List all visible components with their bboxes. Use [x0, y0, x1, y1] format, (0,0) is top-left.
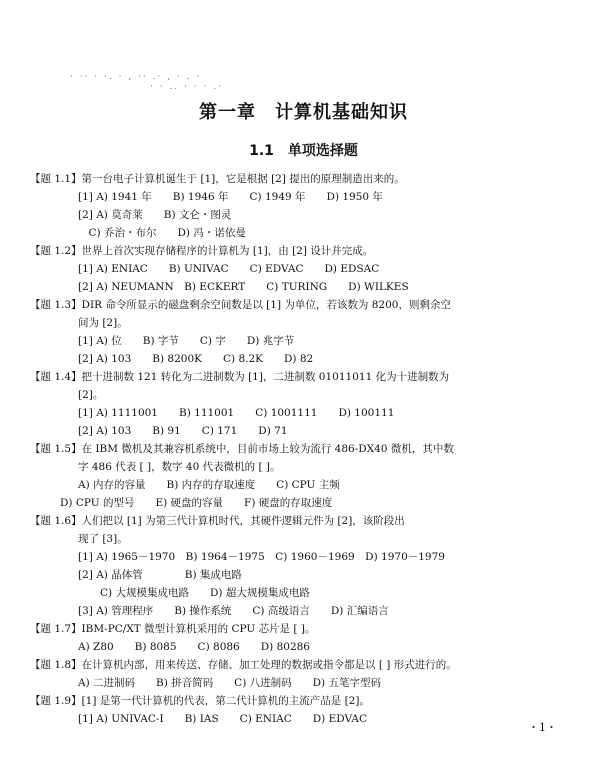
- option-line: [2] A) 莫奇莱 B) 文仑・图灵: [78, 209, 232, 221]
- option-line: [2] A) 晶体管 B) 集成电路: [78, 569, 242, 581]
- scan-noise-top: · ·· · ·. · , ·· .· , · . ·: [70, 72, 202, 82]
- option-line: C) 乔治・布尔 D) 冯・诺依曼: [78, 227, 246, 239]
- question-stem: 【题 1.8】在计算机内部，用来传送、存储、加工处理的数据或指令都是以 [ ] 形式进行的。: [30, 659, 457, 671]
- option-line: [1] A) 位 B) 字节 C) 字 D) 兆字节: [78, 335, 295, 347]
- option-line: [3] A) 管理程序 B) 操作系统 C) 高级语言 D) 汇编语言: [78, 605, 389, 617]
- option-line: [1] A) UNIVAC-I B) IAS C) ENIAC D) EDVAC: [78, 713, 367, 725]
- option-line: [1] A) 1111001 B) 111001 C) 1001111 D) 100111: [78, 407, 395, 419]
- option-line: A) Z80 B) 8085 C) 8086 D) 80286: [78, 641, 310, 653]
- question-stem: 【题 1.9】[1] 是第一代计算机的代表，第二代计算机的主流产品是 [2]。: [30, 695, 370, 707]
- question-stem-cont: [2]。: [78, 389, 104, 401]
- scan-noise-top2: · · .. · · · .·: [150, 82, 223, 92]
- question-stem: 【题 1.2】世界上首次实现存储程序的计算机为 [1]，由 [2] 设计并完成。: [30, 245, 374, 257]
- option-line: [2] A) NEUMANN B) ECKERT C) TURING D) WILKES: [78, 281, 409, 293]
- option-line: [1] A) 1965－1970 B) 1964－1975 C) 1960－1969 D) 1970－1979: [78, 551, 445, 563]
- question-stem: 【题 1.6】人们把以 [1] 为第三代计算机时代，其硬件逻辑元件为 [2]，该阶段出: [30, 515, 405, 527]
- question-stem-cont: 字 486 代表 [ ]，数字 40 代表微机的 [ ]。: [78, 461, 281, 473]
- chapter-title: 第一章 计算机基础知识: [199, 102, 408, 123]
- page-number: ・1・: [528, 721, 557, 734]
- question-stem: 【题 1.4】把十进制数 121 转化为二进制数为 [1]，二进制数 01011011 化为十进制数为: [30, 371, 450, 383]
- question-stem: 【题 1.7】IBM-PC/XT 微型计算机采用的 CPU 芯片是 [ ]。: [30, 623, 316, 635]
- option-line: [1] A) 1941 年 B) 1946 年 C) 1949 年 D) 1950 年: [78, 191, 383, 203]
- option-line: [2] A) 103 B) 8200K C) 8.2K D) 82: [78, 353, 314, 365]
- option-line: D) CPU 的型号 E) 硬盘的容量 F) 硬盘的存取速度: [60, 497, 333, 509]
- question-stem-cont: 现了 [3]。: [78, 533, 128, 545]
- question-stem-cont: 间为 [2]。: [78, 317, 128, 329]
- question-stem: 【题 1.5】在 IBM 微机及其兼容机系统中，目前市场上较为流行 486-DX40 微机，其中数: [30, 443, 454, 455]
- section-title: 1.1 单项选择题: [249, 143, 358, 159]
- question-stem: 【题 1.3】DIR 命令所显示的磁盘剩余空间数是以 [1] 为单位，若该数为 8200，则剩余空: [30, 299, 451, 311]
- option-line: [2] A) 103 B) 91 C) 171 D) 71: [78, 425, 288, 437]
- option-line: A) 内存的容量 B) 内存的存取速度 C) CPU 主频: [78, 479, 340, 491]
- option-line: [1] A) ENIAC B) UNIVAC C) EDVAC D) EDSAC: [78, 263, 380, 275]
- option-line: A) 二进制码 B) 拼音简码 C) 八进制码 D) 五笔字型码: [78, 677, 381, 689]
- question-stem: 【题 1.1】第一台电子计算机诞生于 [1]，它是根据 [2] 提出的原理制造出来的。: [30, 173, 405, 185]
- option-line: C) 大规模集成电路 D) 超大规模集成电路: [100, 587, 310, 599]
